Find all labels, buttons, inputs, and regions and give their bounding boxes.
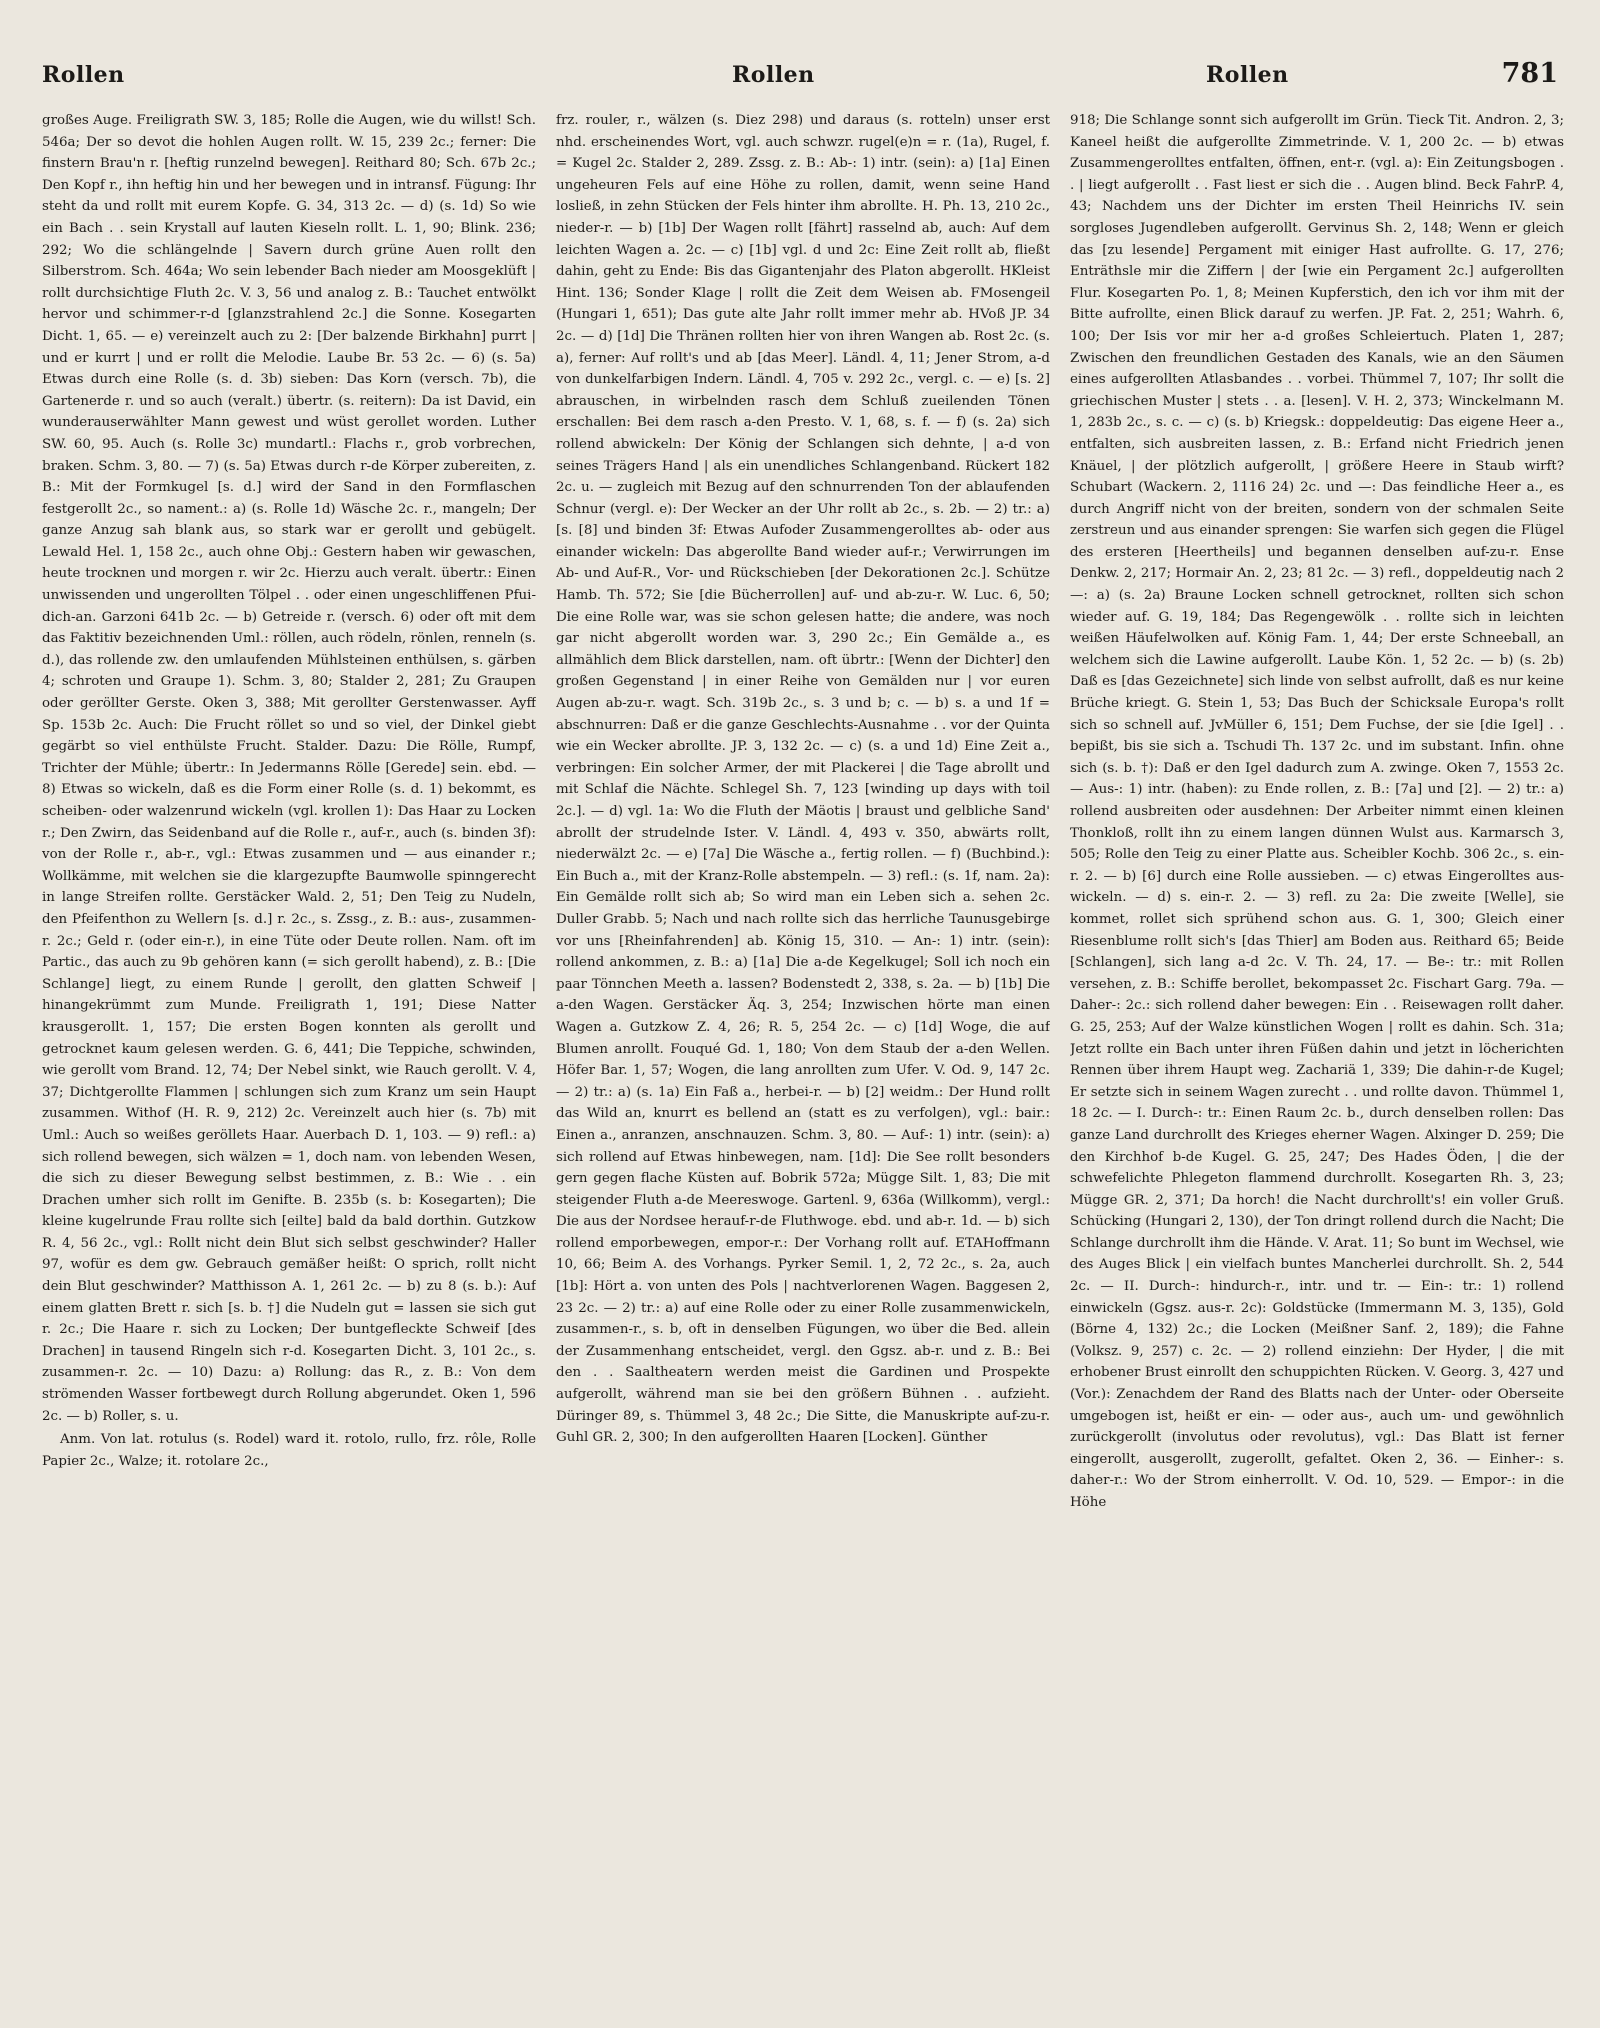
header-keyword-right: Rollen [1206, 62, 1289, 88]
column-right-text: 918; Die Schlange sonnt sich aufgerollt im Grün. Tieck Tit. Andron. 2, 3; Kaneel heißt die aufgerollte Zimmetrinde. V. 1, 200 2c. — b) etwas Zusammengerolltes entfalten, öffnen, ent-r. (vgl. a): Ein Zeitungsbogen . . | liegt aufgerollt . . Fast liest er sich die . . Augen blind. Beck FahrP. 4, 43; Nachdem uns der Dichter im ersten Theil Heinrichs IV. sein sorgloses Jugendleben aufgerollt. Gervinus Sh. 2, 148; Wenn er gleich das [zu lesende] Pergament mit einiger Hast aufrollte. G. 17, 276; Enträthsle mir die Ziffern | der [wie ein Pergament 2c.] aufgerollten Flur. Kosegarten Po. 1, 8; Meinen Kupferstich, den ich vor ihm mit der Bitte aufrollte, einen Blick darauf zu werfen. JP. Fat. 2, 251; Wahrh. 6, 100; Der Isis vor mir her a-d großes Schleiertuch. Platen 1, 287; Zwischen den freundlichen Gestaden des Kanals, wie an den Säumen eines aufgerollten Atlasbandes . . vorbei. Thümmel 7, 107; Ihr sollt die griechischen Muster | stets . . a. [lesen]. V. H. 2, 373; Winckelmann M. 1, 283b 2c., s. c. — c) (s. b) Kriegsk.: doppeldeutig: Das eigene Heer a., entfalten, sich ausbreiten lassen, z. B.: Erfand nicht Friedrich jenen Knäuel, | der plötzlich aufgerollt, | größere Heere in Staub wirft? Schubart (Wackern. 2, 1116 24) 2c. und —: Das feindliche Heer a., es durch Angriff nicht von der breiten, sondern von der schmalen Seite zerstreun und aus einander sprengen: Sie warfen sich gegen die Flügel des ersteren [Heertheils] und begannen denselben auf-zu-r. Ense Denkw. 2, 217; Hormair An. 2, 23; 81 2c. — 3) refl., doppeldeutig nach 2 —: a) (s. 2a) Braune Locken schnell getrocknet, rollten sich schon wieder auf. G. 19, 184; Das Regengewölk . . rollte sich in leichten weißen Häufelwolken auf. König Fam. 1, 44; Der erste Schneeball, an welchem sich die Lawine aufgerollt. Laube Kön. 1, 52 2c. — b) (s. 2b) Daß es [das Gezeichnete] sich linde von selbst aufrollt, daß es nur keine Brüche kriegt. G. Stein 1, 53; Das Buch der Schicksale Europa's rollt sich so schnell auf. JvMüller 6, 151; Dem Fuchse, der sie [die Igel] . . bepißt, bis sie sich a. Tschudi Th. 137 2c. und im substant. Infin. ohne sich (s. b. †): Daß er den Igel dadurch zum A. zwinge. Oken 7, 1553 2c. — Aus-: 1) intr. (haben): zu Ende rollen, z. B.: [7a] und [2]. — 2) tr.: a) rollend ausbreiten oder ausdehnen: Der Arbeiter nimmt einen kleinen Thonkloß, rollt ihn zu einem langen dünnen Wulst aus. Karmarsch 3, 505; Rolle den Teig zu einer Platte aus. Scheibler Kochb. 306 2c., s. ein-r. 2. — b) [6] durch eine Rolle aussieben. — c) etwas Eingerolltes aus-wickeln. — d) s. ein-r. 2. — 3) refl. zu 2a: Die zweite [Welle], sie kommet, rollet sich sprühend schon aus. G. 1, 300; Gleich einer Riesenblume rollt sich's [das Thier] am Boden aus. Reithard 65; Beide [Schlangen], sich lang a-d 2c. V. Th. 24, 17. — Be-: tr.: mit Rollen versehen, z. B.: Schiffe berollet, bekompasset 2c. Fischart Garg. 79a. — Daher-: 2c.: sich rollend daher bewegen: Ein . . Reisewagen rollt daher. G. 25, 253; Auf der Walze künstlichen Wogen | rollt es dahin. Sch. 31a; Jetzt rollte ein Bach unter ihren Füßen dahin und jetzt in löcherichten Rennen über ihrem Haupt weg. Zachariä 1, 339; Die dahin-r-de Kugel; Er setzte sich in seinem Wagen zurecht . . und rollte davon. Thümmel 1, 18 2c. — I. Durch-: tr.: Einen Raum 2c. b., durch denselben rollen: Das ganze Land durchrollt des Krieges eherner Wagen. Alxinger D. 259; Die den Kirchhof b-de Kugel. G. 25, 247; Des Hades Öden, | die der schwefelichte Phlegeton flammend durchrollt. Kosegarten Rh. 3, 23; Mügge GR. 2, 371; Da horch! die Nacht durchrollt's! ein voller Gruß. Schücking (Hungari 2, 130), der Ton dringt rollend durch die Nacht; Die Schlange durchrollt ihm die Hände. V. Arat. 11; So bunt im Wechsel, wie des Auges Blick | ein vielfach buntes Mancherlei durchrollt. Sh. 2, 544 2c. — II. Durch-: hindurch-r., intr. und tr. — Ein-: tr.: 1) rollend einwickeln (Ggsz. aus-r. 2c): Goldstücke (Immermann M. 3, 135), Gold (Börne 4, 132) 2c.; die Locken (Meißner Sanf. 2, 189); die Fahne (Volksz. 9, 257) c. 2c. — 2) rollend einziehn: Der Hyder, | die mit erhobener Brust einrollt den schuppichten Rücken. V. Georg. 3, 427 und (Vor.): Zenachdem der Rand des Blatts nach der Unter- oder Oberseite umgebogen ist, heißt er ein- — oder aus-, auch um- und gewöhnlich zurückgerollt (involutus oder revolutus), vgl.: Das Blatt ist ferner eingerollt, ausgerollt, zugerollt, gefaltet. Oken 2, 36. — Einher-: s. daher-r.: Wo der Strom einherrollt. V. Od. 10, 529. — Empor-: in die Höhe [1070, 113, 1564, 1510]
column-right [1070, 110, 1564, 2002]
column-center [556, 110, 1050, 2002]
text-columns [42, 110, 1564, 2002]
column-center-text: frz. rouler, r., wälzen (s. Diez 298) und daraus (s. rotteln) unser erst nhd. erscheinendes Wort, vgl. auch schwzr. rugel(e)n = r. (1a), Rugel, f. = Kugel 2c. Stalder 2, 289. Zssg. z. B.: Ab-: 1) intr. (sein): a) [1a] Einen ungeheuren Fels auf eine Höhe zu rollen, damit, wenn seine Hand losließ, in zehn Stücken der Fels hinter ihm abrollte. H. Ph. 13, 210 2c., nieder-r. — b) [1b] Der Wagen rollt [fährt] rasselnd ab, auch: Auf dem leichten Wagen a. 2c. — c) [1b] vgl. d und 2c: Eine Zeit rollt ab, fließt dahin, geht zu Ende: Bis das Gigantenjahr des Platon abgerollt. HKleist Hint. 136; Sonder Klage | rollt die Zeit dem Weisen ab. FMosengeil (Hungari 1, 651); Das gute alte Jahr rollt immer mehr ab. HVoß JP. 34 2c. — d) [1d] Die Thränen rollten hier von ihren Wangen ab. Rost 2c. (s. a), ferner: Auf rollt's und ab [das Meer]. Ländl. 4, 11; Jener Strom, a-d von dunkelfarbigen Indern. Ländl. 4, 705 v. 292 2c., vergl. c. — e) [s. 2] abrauschen, in wirbelnden rasch dem Schluß zueilenden Tönen erschallen: Bei dem rasch a-den Presto. V. 1, 68, s. f. — f) (s. 2a) sich rollend abwickeln: Der König der Schlangen sich dehnte, | a-d von seines Trägers Hand | als ein unendliches Schlangenband. Rückert 182 2c. u. — zugleich mit Bezug auf den schnurrenden Ton der ablaufenden Schnur (vergl. e): Der Wecker an der Uhr rollt ab 2c., s. 2b. — 2) tr.: a) [s. [8] und binden 3f: Etwas Aufoder Zusammengerolltes ab- oder aus einander wickeln: Das abgerollte Band wieder auf-r.; Verwirrungen im Ab- und Auf-R., Vor- und Rückschieben [der Dekorationen 2c.]. Schütze Hamb. Th. 572; Sie [die Bücherrollen] auf- und ab-zu-r. W. Luc. 6, 50; Die eine Rolle war, was sie schon gelesen hatte; die andere, was noch gar nicht abgerollt worden war. 3, 290 2c.; Ein Gemälde a., es allmählich dem Blick darstellen, nam. oft übrtr.: [Wenn der Dichter] den großen Gegenstand | in einer Reihe von Gemälden nur | vor euren Augen ab-zu-r. wagt. Sch. 319b 2c., s. 3 und b; c. — b) s. a und 1f = abschnurren: Daß er die ganze Geschlechts-Ausnahme . . vor der Quinta wie ein Wecker abrollte. JP. 3, 132 2c. — c) (s. a und 1d) Eine Zeit a., verbringen: Ein solcher Armer, der mit Plackerei | die Tage abrollt und mit Schlaf die Nächte. Schlegel Sh. 7, 123 [winding up days with toil 2c.]. — d) vgl. 1a: Wo die Fluth der Mäotis | braust und gelbliche Sand' abrollt der strudelnde Ister. V. Ländl. 4, 493 v. 350, abwärts rollt, niederwälzt 2c. — e) [7a] Die Wäsche a., fertig rollen. — f) (Buchbind.): Ein Buch a., mit der Kranz-Rolle abstempeln. — 3) refl.: (s. 1f, nam. 2a): Ein Gemälde rollt sich ab; So wird man ein Leben sich a. sehen 2c. Duller Grabb. 5; Nach und nach rollte sich das herrliche Taunusgebirge vor uns [Rheinfahrenden] ab. König 15, 310. — An-: 1) intr. (sein): rollend ankommen, z. B.: a) [1a] Die a-de Kegelkugel; Soll ich noch ein paar Tönnchen Meeth a. lassen? Bodenstedt 2, 338, s. 2a. — b) [1b] Die a-den Wagen. Gerstäcker Äq. 3, 254; Inzwischen hörte man einen Wagen a. Gutzkow Z. 4, 26; R. 5, 254 2c. — c) [1d] Woge, die auf Blumen anrollt. Fouqué Gd. 1, 180; Von dem Staub der a-den Wellen. Höfer Bar. 1, 57; Wogen, die lang anrollten zum Ufer. V. Od. 9, 147 2c. — 2) tr.: a) (s. 1a) Ein Faß a., herbei-r. — b) [2] weidm.: Der Hund rollt das Wild an, knurrt es bellend an (statt es zu verfolgen), vgl.: bair.: Einen a., anranzen, anschnauzen. Schm. 3, 80. — Auf-: 1) intr. (sein): a) sich rollend auf Etwas hinbewegen, nam. [1d]: Die See rollt besonders gern gegen flache Küsten auf. Bobrik 572a; Mügge Silt. 1, 83; Die mit steigender Fluth a-de Meereswoge. Gartenl. 9, 636a (Willkomm), vergl.: Die aus der Nordsee herauf-r-de Fluthwoge. ebd. und ab-r. 1d. — b) sich rollend emporbewegen, empor-r.: Der Vorhang rollt auf. ETAHoffmann 10, 66; Beim A. des Vorhangs. Pyrker Semil. 1, 2, 72 2c., s. 2a, auch [1b]: Hört a. von unten des Pols | nachtverlorenen Wagen. Baggesen 2, 23 2c. — 2) tr.: a) auf eine Rolle oder zu einer Rolle zusammenwickeln, zusammen-r., s. b, oft in denselben Fügungen, wo über die Bed. allein der Zusammenhang entscheidet, vergl. den Ggsz. ab-r. und z. B.: Bei den . . Saaltheatern werden meist die Gardinen und Prospekte aufgerollt, während man sie bei den größern Bühnen . . aufzieht. Düringer 89, s. Thümmel 3, 48 2c.; Die Sitte, die Manuskripte auf-zu-r. Guhl GR. 2, 300; In den aufgerollten Haaren [Locken]. Günther [556, 113, 1050, 1446]
running-header [42, 58, 1558, 92]
page-number: 781 [1501, 58, 1558, 89]
column-left [42, 110, 536, 2002]
header-keyword-center: Rollen [732, 62, 815, 88]
etymology-note: Anm. Von lat. rotulus (s. Rodel) ward it. rotolo, rullo, frz. rôle, Rolle Papier 2c., Walze; it. rotolare 2c., [42, 1432, 536, 1469]
column-left-text: großes Auge. Freiligrath SW. 3, 185; Rolle die Augen, wie du willst! Sch. 546a; Der so devot die hohlen Augen rollt. W. 15, 239 2c.; ferner: Die finstern Brau'n r. [heftig runzelnd bewegen]. Reithard 80; Sch. 67b 2c.; Den Kopf r., ihn heftig hin und her bewegen und in intransf. Fügung: Ihr steht da und rollt mit eurem Kopfe. G. 34, 313 2c. — d) (s. 1d) So wie ein Bach . . sein Krystall auf lauten Kieseln rollt. L. 1, 90; Blink. 236; 292; Wo die schlängelnde | Savern durch grüne Auen rollt den Silberstrom. Sch. 464a; Wo sein lebender Bach nieder am Moosgeklüft | rollt durchsichtige Fluth 2c. V. 3, 56 und analog z. B.: Tauchet entwölkt hervor und schimmer-r-d [glanzstrahlend 2c.] die Sonne. Kosegarten Dicht. 1, 65. — e) vereinzelt auch zu 2: [Der balzende Birkhahn] purrt | und er kurrt | und er rollt die Melodie. Laube Br. 53 2c. — 6) (s. 5a) Etwas durch eine Rolle (s. d. 3b) sieben: Das Korn (versch. 7b), die Gartenerde r. und so auch (veralt.) übertr. (s. reitern): Da ist David, ein wunderauserwählter Mann gewest und wüst gerollet worden. Luther SW. 60, 95. Auch (s. Rolle 3c) mundartl.: Flachs r., grob vorbrechen, braken. Schm. 3, 80. — 7) (s. 5a) Etwas durch r-de Körper zubereiten, z. B.: Mit der Formkugel [s. d.] wird der Sand in den Formflaschen festgerollt 2c., so nament.: a) (s. Rolle 1d) Wäsche 2c. r., mangeln; Der ganze Anzug sah blank aus, so stark war er gerollt und gebügelt. Lewald Hel. 1, 158 2c., auch ohne Obj.: Gestern haben wir gewaschen, heute trocknen und morgen r. wir 2c. Hierzu auch veralt. übertr.: Einen unwissenden und ungerollten Tölpel . . oder einen ungeschliffenen Pfui-dich-an. Garzoni 641b 2c. — b) Getreide r. (versch. 6) oder oft mit dem das Faktitiv bezeichnenden Uml.: röllen, auch rödeln, rönlen, renneln (s. d.), das rollende zw. den umlaufenden Mühlsteinen enthülsen, s. gärben 4; schroten und Graupe 1). Schm. 3, 80; Stalder 2, 281; Zu Graupen oder geröllter Gerste. Oken 3, 388; Mit gerollter Gerstenwasser. Ayff Sp. 153b 2c. Auch: Die Frucht röllet so und so viel, der Dinkel giebt gegärbt so viel enthülste Frucht. Stalder. Dazu: Die Rölle, Rumpf, Trichter der Mühle; übertr.: In Jedermanns Rölle [Gerede] sein. ebd. — 8) Etwas so wickeln, daß es die Form einer Rolle (s. d. 1) bekommt, es scheiben- oder walzenrund wickeln (vgl. krollen 1): Das Haar zu Locken r.; Den Zwirn, das Seidenband auf die Rolle r., auf-r., auch (s. binden 3f): von der Rolle r., ab-r., vgl.: Etwas zusammen und — aus einander r.; Wollkämme, mit welchen sie die klargezupfte Baumwolle spinngerecht in lange Streifen rollte. Gerstäcker Wald. 2, 51; Den Teig zu Nudeln, den Pfeifenthon zu Wellern [s. d.] r. 2c., s. Zssg., z. B.: aus-, zusammen-r. 2c.; Geld r. (oder ein-r.), in eine Tüte oder Deute rollen. Nam. oft im Partic., das auch zu 9b gehören kann (= sich gerollt habend), z. B.: [Die Schlange] liegt, zu einem Runde | gerollt, den glatten Schweif | hinangekrümmt zum Munde. Freiligrath 1, 191; Diese Natter krausgerollt. 1, 157; Die ersten Bogen konnten als gerollt und getrocknet kaum gelesen werden. G. 6, 441; Die Teppiche, schwinden, wie gerollt vom Brand. 12, 74; Der Nebel sinkt, wie Rauch gerollt. V. 4, 37; Dichtgerollte Flammen | schlungen sich zum Kranz um sein Haupt zusammen. Withof (H. R. 9, 212) 2c. Vereinzelt auch hier (s. 7b) mit Uml.: Auch so weißes geröllets Haar. Auerbach D. 1, 103. — 9) refl.: a) sich rollend bewegen, sich wälzen = 1, doch nam. von lebenden Wesen, die sich zu dieser Bewegung selbst bestimmen, z. B.: Wie . . ein Drachen umher sich rollt im Genifte. B. 235b (s. b: Kosegarten); Die kleine kugelrunde Frau rollte sich [eilte] bald da bald dorthin. Gutzkow R. 4, 56 2c., vgl.: Rollt nicht dein Blut sich selbst geschwinder? Haller 97, wofür es dem gw. Gebrauch gemäßer heißt: O sprich, rollt nicht dein Blut geschwinder? Matthisson A. 1, 261 2c. — b) zu 8 (s. b.): Auf einem glatten Brett r. sich [s. b. †] die Nudeln gut = lassen sie sich gut r. 2c.; Die Haare r. sich zu Locken; Der buntgefleckte Schweif [des Drachen] in tausend Ringeln sich r-d. Kosegarten Dicht. 3, 101 2c., s. zusammen-r. 2c. — 10) Dazu: a) Rollung: das R., z. B.: Von dem strömenden Wasser fortbewegt durch Rollung abgerundet. Oken 1, 596 2c. — b) Roller, s. u. [42, 113, 536, 1424]
header-keyword-left: Rollen [42, 62, 125, 88]
